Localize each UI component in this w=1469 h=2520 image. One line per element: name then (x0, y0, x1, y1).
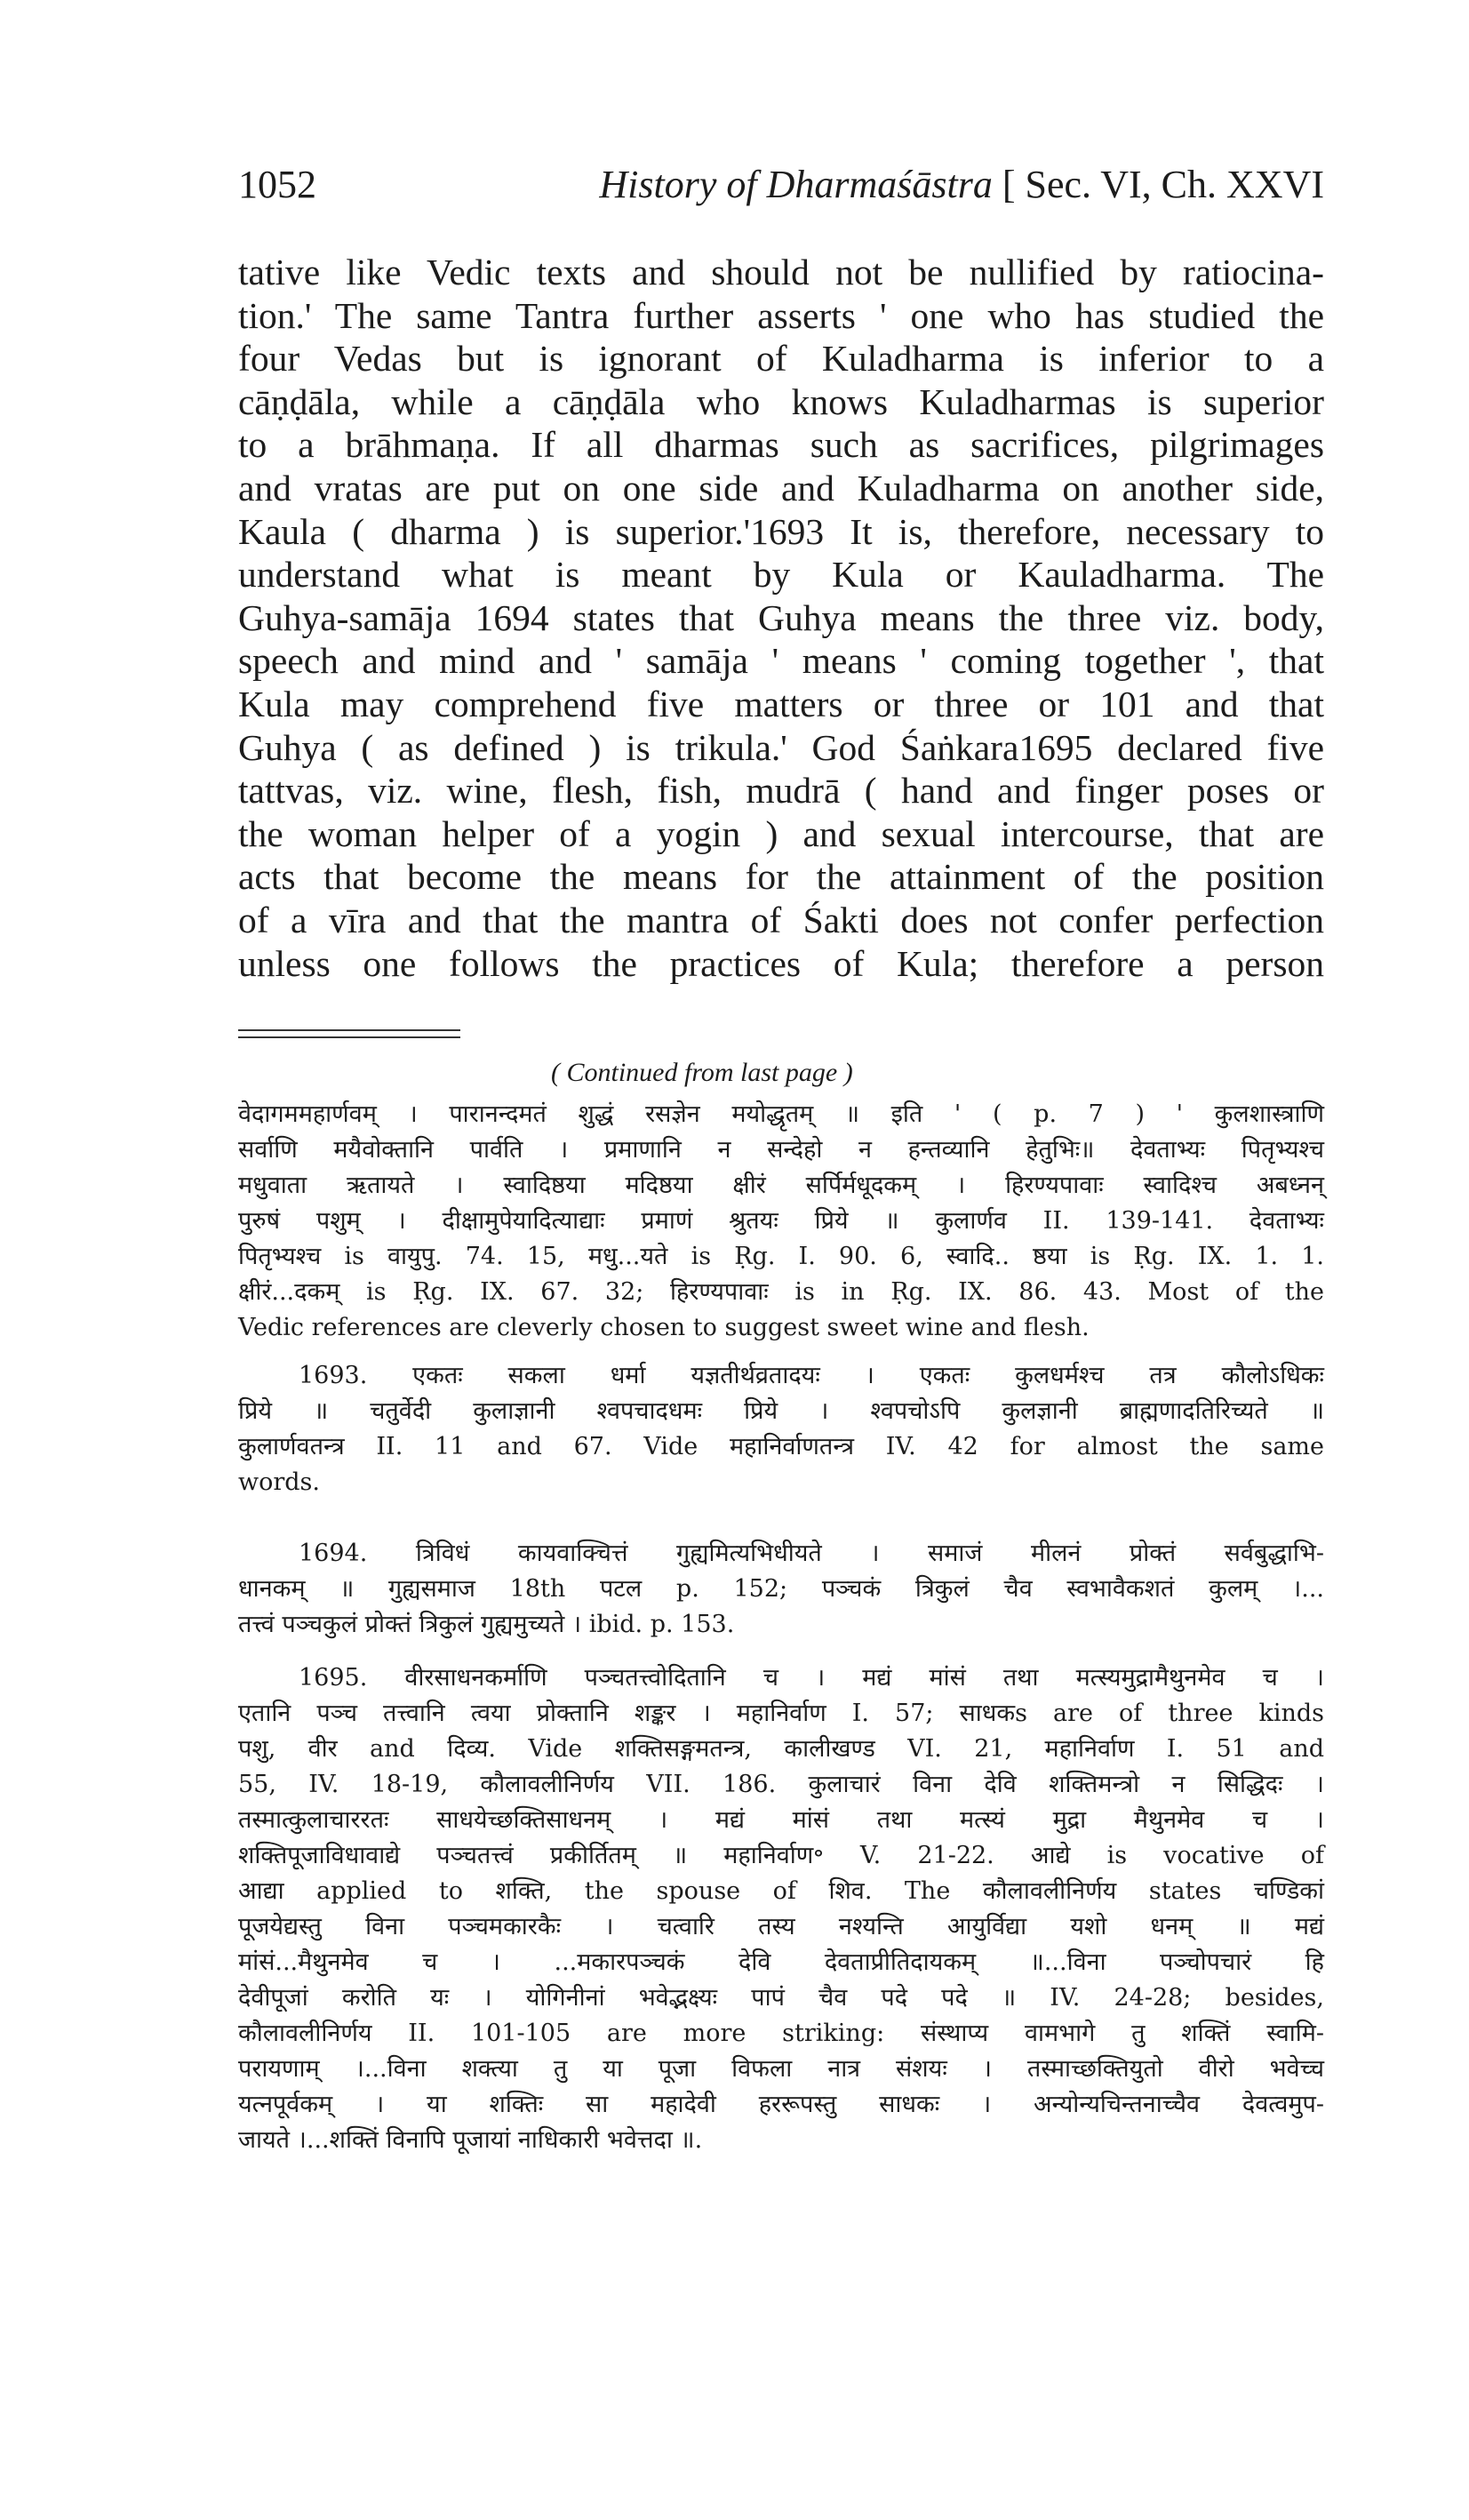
text-line: tion.' The same Tantra further asserts ' one who has studied the (238, 294, 1324, 336)
footnote-line: तस्मात्कुलाचाररतः साधयेच्छक्तिसाधनम् । मद्यं मांसं तथा मत्स्यं मुद्रा मैथुनमेव च । (238, 1806, 1324, 1834)
footnote-1693 (238, 1358, 1324, 1500)
text-line: speech and mind and ' samāja ' means ' coming together ', that (238, 640, 1324, 682)
text-line: Guhya ( as defined ) is trikula.' God Śaṅkara1695 declared five (238, 726, 1324, 768)
footnote-line: आद्या applied to शक्ति, the spouse of शिव. The कौलावलीनिर्णय states चण्डिकां (238, 1877, 1324, 1905)
running-head-title: History of Dharmaśāstra (599, 163, 993, 206)
text-line: acts that become the means for the attainment of the position (238, 856, 1324, 898)
footnote-1695 (238, 1660, 1324, 2158)
text-line: Kula may comprehend five matters or three or 101 and that (238, 683, 1324, 724)
text-line: the woman helper of a yogin ) and sexual intercourse, that are (238, 812, 1324, 854)
footnote-line: पुरुषं पशुम् । दीक्षामुपेयादित्याद्याः प्रमाणं श्रुतयः प्रिये ॥ कुलार्णव II. 139-141. देवताभ्यः (238, 1207, 1324, 1235)
running-head (599, 162, 1324, 207)
footnote-line: तत्त्वं पञ्चकुलं प्रोक्तं त्रिकुलं गुह्यमुच्यते । ibid. p. 153. (238, 1611, 735, 1638)
text-line: to a brāhmaṇa. If all dharmas such as sacrifices, pilgrimages (238, 424, 1324, 466)
footnote-line: words. (238, 1468, 320, 1496)
page-header (238, 162, 1324, 215)
footnote-line: कुलार्णवतन्त्र II. 11 and 67. Vide महानिर्वाणतन्त्र IV. 42 for almost the same (238, 1433, 1324, 1460)
text-line: tative like Vedic texts and should not be nullified by ratiocina- (238, 252, 1324, 292)
text-line: four Vedas but is ignorant of Kuladharma is inferior to a (238, 338, 1324, 380)
text-line: and vratas are put on one side and Kuladharma on another side, (238, 467, 1324, 508)
footnote-line: पूजयेद्यस्तु विना पञ्चमकारकैः । चत्वारि तस्य नश्यन्ति आयुर्विद्या यशो धनम् ॥ मद्यं (238, 1913, 1324, 1940)
footnote-line: देवीपूजां करोति यः । योगिनीनां भवेद्भक्ष्यः पापं चैव पदे पदे ॥ IV. 24-28; besides, (238, 1984, 1324, 2012)
footnote-line: धानकम् ॥ गुह्यसमाज 18th पटल p. 152; पञ्चकं त्रिकुलं चैव स्वभावैकशतं कुलम् ।... (238, 1575, 1324, 1603)
footnote-1694 (238, 1536, 1324, 1643)
footnote-line: 55, IV. 18-19, कौलावलीनिर्णय VII. 186. कुलाचारं विना देवि शक्तिमन्त्रो न सिद्धिदः । (238, 1771, 1324, 1798)
running-head-section: [ Sec. VI, Ch. XXVI (992, 163, 1324, 206)
text-line: Guhya-samāja 1694 states that Guhya means the three viz. body, (238, 596, 1324, 638)
footnote-line: पितृभ्यश्च is वायुपु. 74. 15, मधु...यते is Ṛg. I. 90. 6, स्वादि.. ष्ठया is Ṛg. IX. 1. 1. (238, 1243, 1324, 1270)
footnote-line: 1694. त्रिविधं कायवाक्चित्तं गुह्यमित्यभिधीयते । समाजं मीलनं प्रोक्तं सर्वबुद्धाभि- (299, 1540, 1324, 1567)
main-text (238, 251, 1324, 985)
footnote-line: जायते ।...शक्तिं विनापि पूजायां नाधिकारी भवेत्तदा ॥. (238, 2126, 703, 2154)
text-line: of a vīra and that the mantra of Śakti does not confer perfection (238, 899, 1324, 940)
footnote-line: प्रिये ॥ चतुर्वेदी कुलाज्ञानी श्वपचादधमः प्रिये । श्वपचोऽपि कुलज्ञानी ब्राह्मणादतिरिच्यते ॥ (238, 1397, 1324, 1425)
footnote-line: मधुवाता ऋतायते । स्वादिष्ठया मदिष्ठया क्षीरं सर्पिर्मधूदकम् । हिरण्यपावाः स्वादिश्च अबध्नन् (238, 1172, 1324, 1199)
footnote-line: परायणाम् ।...विना शक्त्या तु या पूजा विफला नात्र संशयः । तस्माच्छक्तियुतो वीरो भवेच्च (238, 2055, 1324, 2083)
text-line: cāṇḍāla, while a cāṇḍāla who knows Kuladharmas is superior (238, 380, 1324, 422)
footnote-line: क्षीरं...दकम् is Ṛg. IX. 67. 32; हिरण्यपावाः is in Ṛg. IX. 86. 43. Most of the (238, 1278, 1324, 1306)
footnote-line: पशु, वीर and दिव्य. Vide शक्तिसङ्गमतन्त्र, कालीखण्ड VI. 21, महानिर्वाण I. 51 and (238, 1735, 1324, 1763)
footnote-line: 1693. एकतः सकला धर्मा यज्ञतीर्थव्रतादयः । एकतः कुलधर्मश्च तत्र कौलोऽधिकः (299, 1362, 1324, 1389)
footnote-line: यत्नपूर्वकम् । या शक्तिः सा महादेवी हररूपस्तु साधकः । अन्योन्यचिन्तनाच्चैव देवत्वमुप- (238, 2091, 1324, 2118)
footnote-separator (238, 1036, 460, 1038)
continued-label: ( Continued from last page ) (551, 1058, 853, 1087)
footnote-line: एतानि पञ्च तत्त्वानि त्वया प्रोक्तानि शङ्कर । महानिर्वाण I. 57; साधकs are of three kinds (238, 1700, 1324, 1727)
footnote-line: कौलावलीनिर्णय II. 101-105 are more striking: संस्थाप्य वामभागे तु शक्तिं स्वामि- (238, 2020, 1324, 2047)
footnote-line: मांसं...मैथुनमेव च । ...मकारपञ्चकं देवि देवताप्रीतिदायकम् ॥...विना पञ्चोपचारं हि (238, 1948, 1324, 1976)
footnote-line: 1695. वीरसाधनकर्माणि पञ्चतत्त्वोदितानि च । मद्यं मांसं तथा मत्स्यमुद्रामैथुनमेव च । (299, 1664, 1324, 1692)
footnote-line: सर्वाणि मयैवोक्तानि पार्वति । प्रमाणानि न सन्देहो न हन्तव्यानि हेतुभिः॥ देवताभ्यः पितृभ्यश्च (238, 1136, 1324, 1164)
footnote-continued (238, 1097, 1324, 1346)
text-line: tattvas, viz. wine, flesh, fish, mudrā ( hand and finger poses or (238, 770, 1324, 812)
text-line: Kaula ( dharma ) is superior.'1693 It is, therefore, necessary to (238, 510, 1324, 552)
text-line: understand what is meant by Kula or Kauladharma. The (238, 554, 1324, 596)
footnote-line: वेदागममहार्णवम् । पारानन्दमतं शुद्धं रसज्ञेन मयोद्धृतम् ॥ इति ' ( p. 7 ) ' कुलशास्त्राणि (238, 1100, 1324, 1128)
footnote-line: शक्तिपूजाविधावाद्ये पञ्चतत्त्वं प्रकीर्तितम् ॥ महानिर्वाण॰ V. 21-22. आद्ये is vocative of (238, 1842, 1324, 1869)
text-line: unless one follows the practices of Kula; therefore a person (238, 942, 1324, 984)
page-number: 1052 (238, 163, 316, 206)
footnote-separator (238, 1029, 460, 1031)
footnote-line: Vedic references are cleverly chosen to suggest sweet wine and flesh. (238, 1314, 1090, 1341)
